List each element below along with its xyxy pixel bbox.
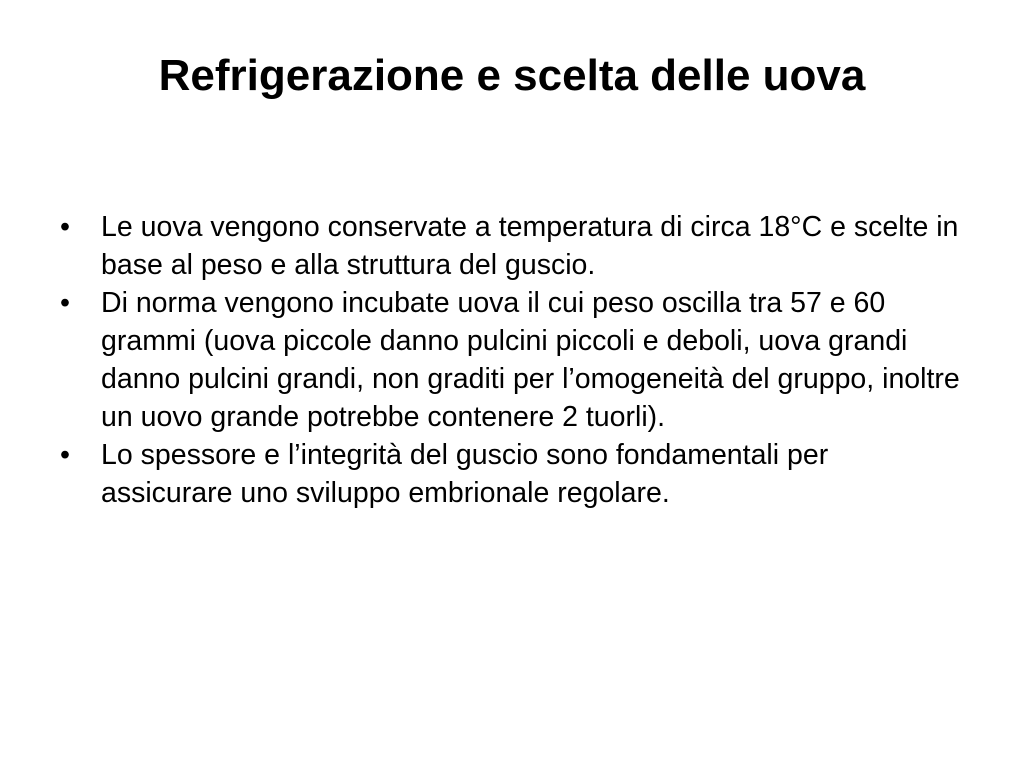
bullet-list	[60, 208, 960, 512]
bullet-marker-icon: •	[60, 287, 70, 319]
bullet-marker-icon: •	[60, 439, 70, 471]
bullet-marker-icon: •	[60, 211, 70, 243]
slide-title: Refrigerazione e scelta delle uova	[158, 51, 866, 100]
bullet-item	[60, 208, 960, 284]
bullet-item	[60, 436, 960, 512]
bullet-text: Lo spessore e l’integrità del guscio sono fondamentali per assicurare uno sviluppo embrionale regolare.	[101, 439, 829, 509]
bullet-item	[60, 284, 960, 436]
bullet-text: Le uova vengono conservate a temperatura di circa 18°C e scelte in base al peso e alla struttura del guscio.	[101, 211, 959, 281]
bullet-text: Di norma vengono incubate uova il cui peso oscilla tra 57 e 60 grammi (uova piccole danno pulcini piccoli e deboli, uova grandi danno pulcini grandi, non graditi per l’omogeneità del gruppo, inoltre un uovo grande potrebbe contenere 2 tuorli).	[101, 287, 960, 433]
